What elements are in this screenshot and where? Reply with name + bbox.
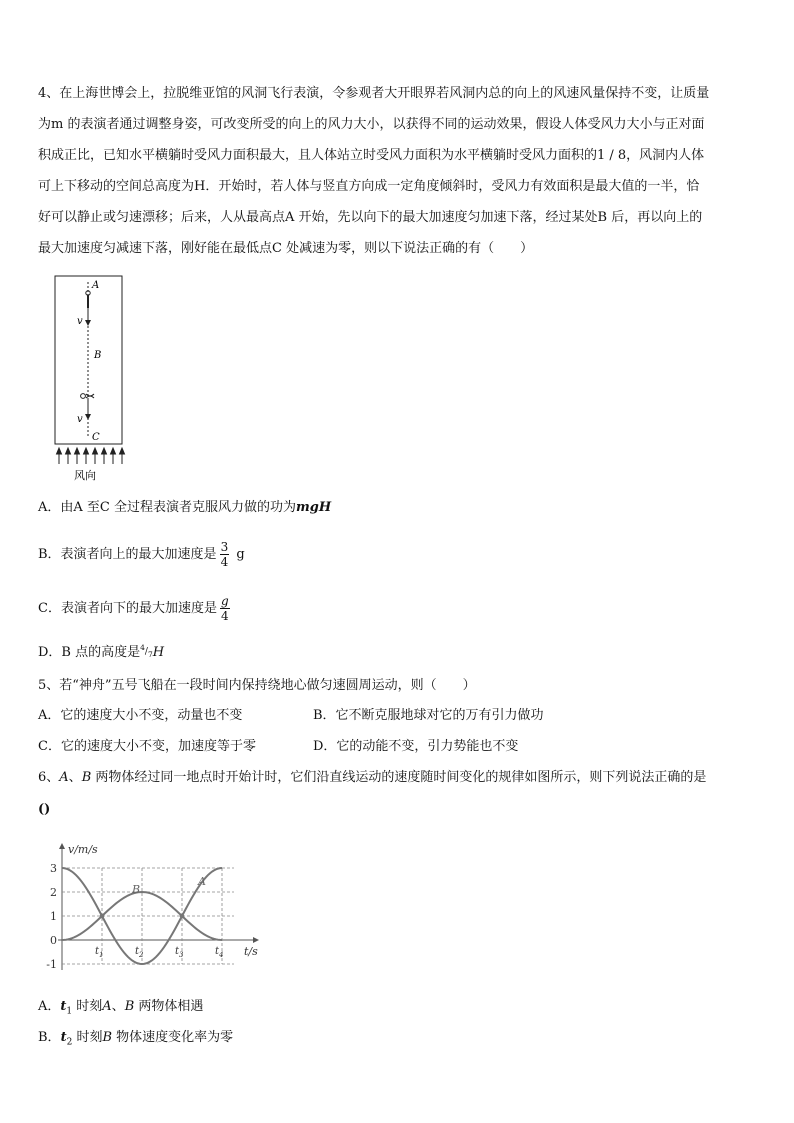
wind-direction-label: 风向 xyxy=(74,469,96,482)
q6-option-b xyxy=(38,1028,233,1053)
series-a-label: A xyxy=(198,874,206,888)
fraction-numerator: 4 xyxy=(140,643,145,652)
q4-option-d-fraction: $^4/_7$ xyxy=(140,643,153,659)
q6-option-b-end: 物体速度变化率为零 xyxy=(112,1030,234,1045)
q6-option-b-time: t xyxy=(60,1030,67,1045)
velocity-top-label: v xyxy=(77,316,83,327)
question-6-stem xyxy=(38,768,706,788)
q5-option-c: C．它的速度大小不变，加速度等于零 xyxy=(38,739,256,754)
intersection-point xyxy=(100,914,104,918)
q4-option-c-fraction xyxy=(220,594,230,623)
q4-option-a-math: mgH xyxy=(296,500,332,515)
velocity-time-chart xyxy=(38,838,268,978)
y-tick-label: 3 xyxy=(50,862,57,875)
q5-option-a: A．它的速度大小不变，动量也不变 xyxy=(38,708,243,723)
q6-option-b-label: B． xyxy=(38,1030,61,1045)
q6-separator: 、 xyxy=(68,770,82,785)
velocity-bottom-label: v xyxy=(77,414,83,425)
q6-option-b-subscript: 2 xyxy=(66,1037,73,1048)
q6-option-b-obj-b: B xyxy=(102,1030,113,1045)
q6-option-a xyxy=(38,997,203,1022)
point-b-label: B xyxy=(94,350,102,361)
x-axis-label: t/s xyxy=(244,945,258,958)
q4-option-a xyxy=(38,498,331,518)
q6-option-a-text: 时刻 xyxy=(72,999,103,1014)
fraction-denominator: 4 xyxy=(220,609,229,623)
q4-line: 最大加速度匀减速下落，刚好能在最低点C 处减速为零，则以下说法正确的有（ ） xyxy=(38,241,534,256)
q6-option-a-obj-b: B xyxy=(124,999,135,1014)
q5-option-d: D．它的动能不变，引力势能也不变 xyxy=(313,739,519,754)
q6-option-a-time: t xyxy=(60,999,67,1014)
q4-option-d-unit: H xyxy=(152,645,165,660)
point-a-label: A xyxy=(92,280,100,291)
q4-option-b xyxy=(38,540,245,569)
q6-option-a-end: 两物体相遇 xyxy=(134,999,204,1014)
q6-option-a-label: A． xyxy=(38,999,61,1014)
q4-option-b-unit: g xyxy=(236,547,245,562)
question-5-stem: 5、若“神舟”五号飞船在一段时间内保持绕地心做匀速圆周运动，则（ ） xyxy=(38,678,476,693)
q6-option-b-text: 时刻 xyxy=(72,1030,103,1045)
intersection-point xyxy=(180,914,184,918)
fraction-numerator: 3 xyxy=(220,540,229,554)
y-tick-label: 1 xyxy=(50,910,57,923)
q6-answer-paren: () xyxy=(38,802,51,817)
q4-line: 积成正比，已知水平横躺时受风力面积最大，且人体站立时受风力面积为水平横躺时受风力面积的1 / 8，风洞内人体 xyxy=(38,148,705,163)
y-tick-label: -1 xyxy=(46,958,57,971)
wind-tunnel-figure xyxy=(38,268,138,482)
q4-option-d xyxy=(38,638,164,665)
q4-option-b-text: B．表演者向上的最大加速度是 xyxy=(38,547,217,562)
x-tick-label: $t_4$ xyxy=(215,946,224,959)
q6-object-a: A xyxy=(59,770,69,785)
question-4-stem xyxy=(38,78,758,264)
q4-option-c-text: C．表演者向下的最大加速度是 xyxy=(38,601,217,616)
q4-line: 为m 的表演者通过调整身姿，可改变所受的向上的风力大小，以获得不同的运动效果，假设人体受风力大小与正对面 xyxy=(38,117,705,132)
q6-option-a-subscript: 1 xyxy=(66,1006,73,1017)
performer-upright-icon xyxy=(85,291,91,326)
q4-line: 4、在上海世博会上，拉脱维亚馆的风洞飞行表演，令参观者大开眼界若风洞内总的向上的风速风量保持不变，让质量 xyxy=(38,86,710,101)
q4-option-a-text: A．由A 至C 全过程表演者克服风力做的功为 xyxy=(38,500,296,515)
q6-stem-text: 两物体经过同一地点时开始计时，它们沿直线运动的速度随时间变化的规律如图所示，则下列说法正确的是 xyxy=(91,770,707,785)
fraction-numerator: g xyxy=(220,594,229,608)
q4-line: 好可以静止或匀速漂移；后来，人从最高点A 开始，先以向下的最大加速度匀加速下落，经过某处B 后，再以向上的 xyxy=(38,210,703,225)
q4-line: 可上下移动的空间总高度为H．开始时，若人体与竖直方向成一定角度倾斜时，受风力有效面积是最大值的一半，恰 xyxy=(38,179,700,194)
q6-option-a-obj-a: A xyxy=(102,999,112,1014)
q4-option-c xyxy=(38,594,233,623)
series-b-label: B xyxy=(132,882,141,896)
y-tick-label: 0 xyxy=(50,934,57,947)
x-tick-label: $t_1$ xyxy=(95,946,104,959)
q6-option-a-sep: 、 xyxy=(111,999,125,1014)
point-c-label: C xyxy=(92,432,100,443)
q6-number: 6、 xyxy=(38,770,60,785)
q4-option-d-text: D．B 点的高度是 xyxy=(38,645,141,660)
y-tick-label: 2 xyxy=(50,886,57,899)
x-tick-label: $t_2$ xyxy=(135,946,144,959)
q6-object-b: B xyxy=(81,770,92,785)
x-tick-label: $t_3$ xyxy=(175,946,184,959)
q5-option-b: B．它不断克服地球对它的万有引力做功 xyxy=(313,708,544,723)
fraction-denominator: 4 xyxy=(220,555,229,569)
y-axis-label: v/m/s xyxy=(68,843,98,856)
fraction-denominator: 7 xyxy=(147,649,153,659)
wind-arrows xyxy=(57,448,125,464)
q4-option-b-fraction xyxy=(220,540,230,569)
